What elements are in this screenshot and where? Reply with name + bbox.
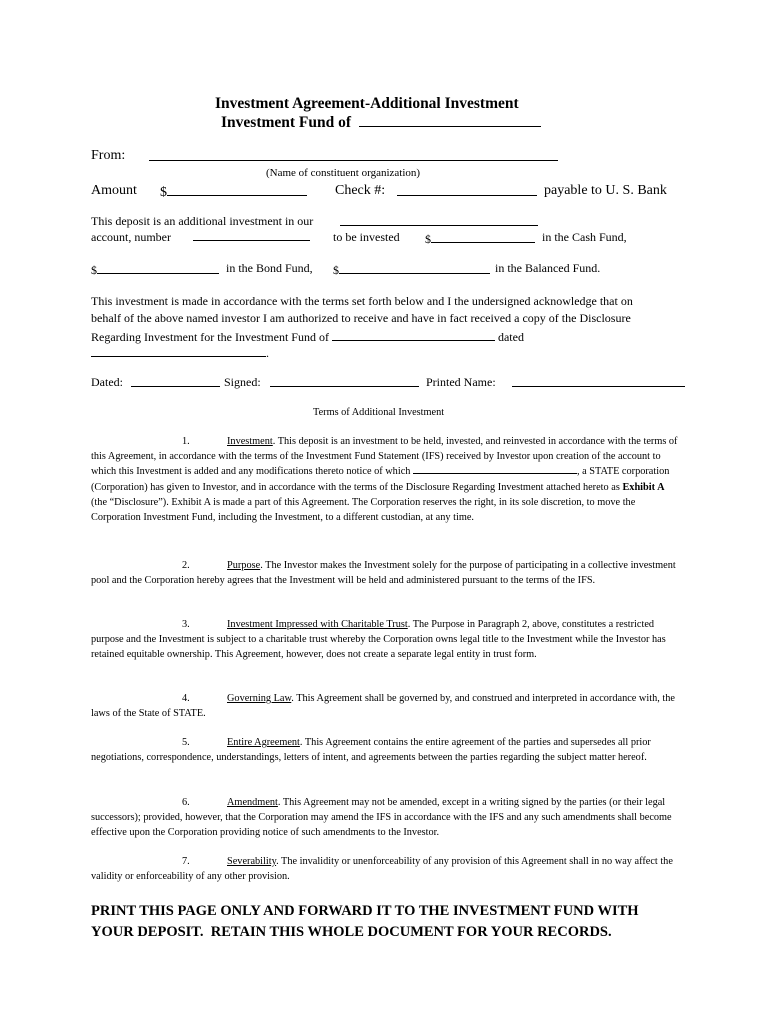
amount-field[interactable] bbox=[160, 183, 307, 201]
balanced-fund-label: in the Balanced Fund. bbox=[495, 261, 601, 275]
from-caption: (Name of constituent organization) bbox=[266, 167, 421, 179]
amount-label: Amount bbox=[91, 183, 137, 198]
disclosure-fund-blank[interactable] bbox=[332, 328, 495, 341]
ack-line-1: This investment is made in accordance with the terms set forth below and I the undersigned acknowledge that on bbox=[91, 294, 633, 308]
bond-fund-label: in the Bond Fund, bbox=[226, 261, 313, 275]
from-field[interactable] bbox=[149, 148, 558, 161]
footer-line-1: PRINT THIS PAGE ONLY AND FORWARD IT TO THE INVESTMENT FUND WITH bbox=[91, 903, 639, 919]
term-7-title: Severability bbox=[227, 856, 277, 867]
fund-name-blank[interactable] bbox=[359, 114, 541, 127]
ack-line-2: behalf of the above named investor I am authorized to receive and have in fact received a copy of the Disclosure bbox=[91, 311, 631, 325]
term-7-number: 7. bbox=[182, 856, 190, 867]
term-6-number: 6. bbox=[182, 797, 190, 808]
signed-label: Signed: bbox=[224, 375, 261, 389]
title-line-2 bbox=[221, 114, 541, 132]
corporation-name-blank[interactable] bbox=[413, 464, 577, 474]
term-2-number: 2. bbox=[182, 560, 190, 571]
dollar-sign: $ bbox=[160, 185, 167, 200]
term-4-number: 4. bbox=[182, 693, 190, 704]
amount-blank[interactable] bbox=[167, 183, 307, 196]
footer-instructions bbox=[91, 901, 711, 942]
term-6 bbox=[91, 795, 681, 841]
term-1-exhibit: Exhibit A bbox=[622, 481, 665, 493]
printed-name-field[interactable] bbox=[512, 375, 685, 387]
term-2-title: Purpose bbox=[227, 560, 261, 571]
term-2-text: . The Investor makes the Investment solely for the purpose of participating in a collective investment pool and the Corporation hereby agrees that the Investment will be held and administered pursuant to the terms of the IFS. bbox=[91, 560, 676, 587]
to-be-invested-label: to be invested bbox=[333, 230, 400, 244]
term-1-text-b: , a STATE corporation (Corporation) has given to Investor, and in accordance with the terms of the Disclosure Regarding Investment attached hereto as bbox=[91, 466, 670, 493]
term-4-text: . This Agreement shall be governed by, and construed and interpreted in accordance with, the laws of the State of STATE. bbox=[91, 693, 675, 720]
printed-name-label: Printed Name: bbox=[426, 375, 496, 389]
investment-amount-blank[interactable] bbox=[340, 214, 538, 226]
dated-word: dated bbox=[497, 330, 524, 344]
term-6-title: Amendment bbox=[227, 797, 278, 808]
bond-dollar-sign: $ bbox=[91, 263, 97, 277]
term-1-title: Investment bbox=[227, 436, 273, 447]
term-5 bbox=[91, 735, 681, 765]
term-3-text: . The Purpose in Paragraph 2, above, constitutes a restricted purpose and the Investment is subject to a charitable trust whereby the Corporation owns legal title to the Investment while the Investor has retained equitable ownership. This Agreement, however, does not create a separate legal entity in trust form. bbox=[91, 619, 666, 661]
ack-line-3-text: Regarding Investment for the Investment Fund of bbox=[91, 330, 329, 344]
dated-field[interactable] bbox=[131, 375, 220, 387]
signature-field[interactable] bbox=[270, 375, 419, 387]
bond-fund-field[interactable] bbox=[91, 261, 219, 278]
term-1-text-a: . This deposit is an investment to be held, invested, and reinvested in accordance with the terms of this Agreement, in accordance with the terms of the Investment Fund Statement (IFS) received by Investor upon creation of the account to which this Investment is added and any modifications thereto notice of which bbox=[91, 436, 678, 478]
cash-dollar-sign: $ bbox=[425, 232, 431, 246]
term-3-number: 3. bbox=[182, 619, 190, 630]
dated-label: Dated: bbox=[91, 375, 123, 389]
check-number-field[interactable] bbox=[397, 183, 537, 196]
term-4-title: Governing Law bbox=[227, 693, 292, 704]
balanced-fund-field[interactable] bbox=[333, 261, 490, 278]
balanced-dollar-sign: $ bbox=[333, 263, 339, 277]
term-5-title: Entire Agreement bbox=[227, 737, 300, 748]
footer-line-2: YOUR DEPOSIT. RETAIN THIS WHOLE DOCUMENT FOR YOUR RECORDS. bbox=[91, 924, 612, 940]
term-4 bbox=[91, 691, 681, 721]
deposit-text-1: This deposit is an additional investment in our bbox=[91, 214, 314, 228]
term-1-number: 1. bbox=[182, 436, 190, 447]
deposit-text-2: account, number bbox=[91, 230, 171, 244]
account-number-field[interactable] bbox=[193, 229, 310, 241]
term-1-text-c: (the “Disclosure”). Exhibit A is made a part of this Agreement. The Corporation reserves the right, in its sole discretion, to move the Corporation Investment Fund, including the Investment, to a different custodian, at any time. bbox=[91, 496, 636, 524]
title-line-1: Investment Agreement-Additional Investment bbox=[215, 95, 519, 112]
term-3 bbox=[91, 617, 681, 663]
bond-fund-blank[interactable] bbox=[97, 261, 219, 274]
cash-fund-blank[interactable] bbox=[431, 230, 535, 243]
term-5-text: . This Agreement contains the entire agreement of the parties and supersedes all prior negotiations, correspondence, understandings, letters of intent, and agreements between the parties regarding the subject matter hereof. bbox=[91, 737, 651, 764]
cash-fund-field[interactable] bbox=[425, 230, 535, 247]
term-3-title: Investment Impressed with Charitable Trust bbox=[227, 619, 408, 630]
from-label: From: bbox=[91, 148, 126, 163]
term-1 bbox=[91, 434, 681, 525]
ack-line-4 bbox=[91, 344, 269, 361]
check-label: Check #: bbox=[335, 183, 386, 198]
ack-line-4-period: . bbox=[266, 346, 269, 360]
term-6-text: . This Agreement may not be amended, except in a writing signed by the parties (or their legal successors); provided, however, that the Corporation may amend the IFS in accordance with the IFS and any such amendments shall become effective upon the Corporation providing notice of such amendments to the Investor. bbox=[91, 797, 672, 839]
payable-label: payable to U. S. Bank bbox=[544, 183, 667, 198]
balanced-fund-blank[interactable] bbox=[339, 261, 490, 274]
ack-line-3 bbox=[91, 328, 524, 345]
term-7-text: . The invalidity or unenforceability of any provision of this Agreement shall in no way affect the validity or enforceability of any other provision. bbox=[91, 856, 673, 883]
term-2 bbox=[91, 558, 681, 588]
disclosure-date-blank[interactable] bbox=[91, 344, 266, 357]
title-line-2-text: Investment Fund of bbox=[221, 114, 352, 131]
terms-heading: Terms of Additional Investment bbox=[313, 407, 445, 418]
cash-fund-label: in the Cash Fund, bbox=[542, 230, 627, 244]
term-5-number: 5. bbox=[182, 737, 190, 748]
term-7 bbox=[91, 854, 681, 884]
